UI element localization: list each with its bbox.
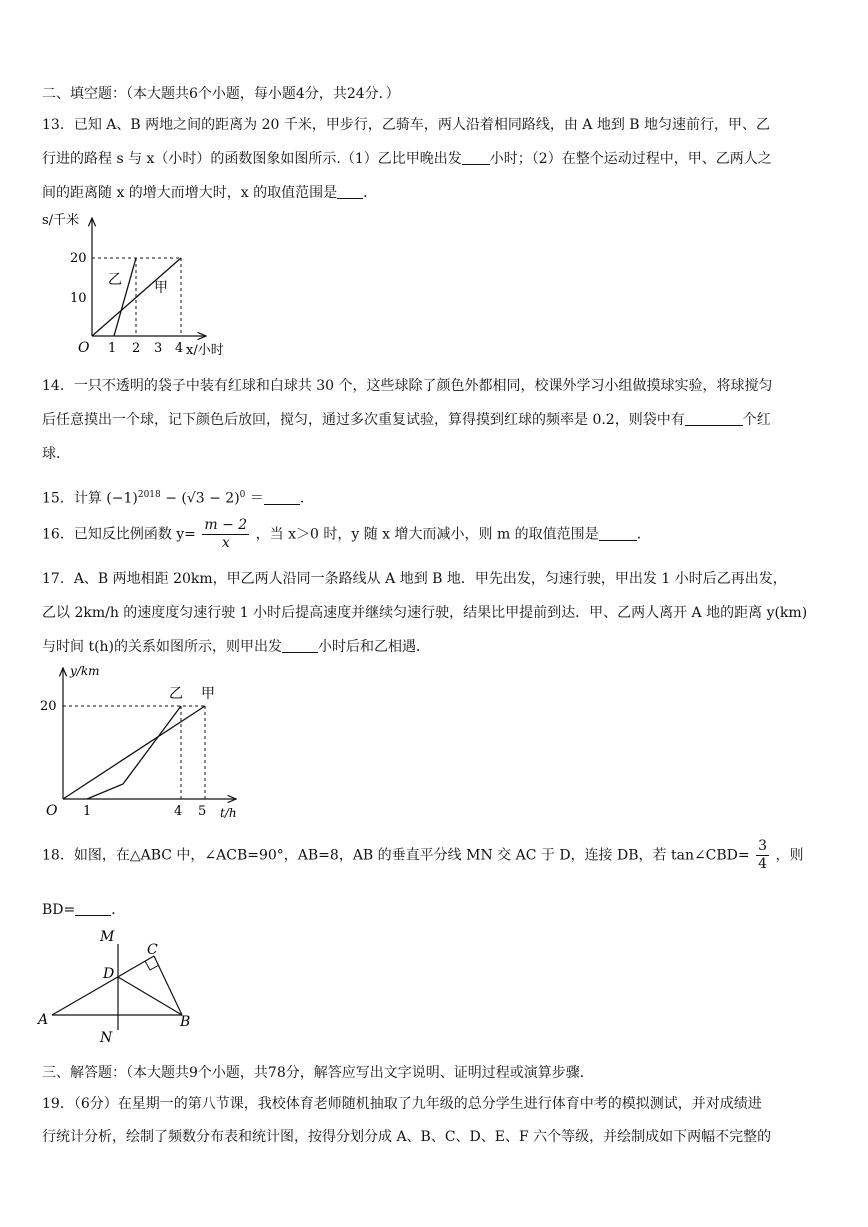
label-yi: 乙	[169, 686, 183, 702]
q18-figure	[36, 926, 196, 1054]
label-yi: 乙	[108, 272, 122, 288]
label-jia: 甲	[154, 280, 168, 296]
y-axis-label: y/km	[70, 664, 100, 678]
line-yi	[114, 258, 136, 336]
origin-label: O	[46, 803, 58, 819]
x-tick-label: 1	[108, 341, 117, 356]
q18-line1: 18．如图，在△ABC 中，∠ACB=90°，AB=8，AB 的垂直平分线 MN 交 AC 于 D，连接 DB，若 tan∠CBD= $\frac{3}{4}$ ，则	[42, 838, 804, 872]
q17-line2: 乙以 2km/h 的速度度匀速行驶 1 小时后提高速度并继续匀速行驶，结果比甲提前到达．甲、乙两人离开 A 地的距离 y(km)	[42, 605, 808, 621]
q15-line: 15．计算 $(-1)^{2018} - (√3 - 2)^0$ ＝ ．	[42, 490, 314, 507]
q13-graph	[40, 206, 250, 366]
answer-blank	[685, 411, 743, 426]
line-jia	[63, 706, 205, 799]
answer-blank	[75, 901, 111, 916]
section-heading: 二、填空题：（本大题共6个小题，每小题4分，共24分．）	[42, 86, 400, 102]
q14-line3: 球.	[42, 446, 61, 462]
section-heading: 三、解答题：（本大题共9个小题，共78分，解答应写出文字说明、证明过程或演算步骤．	[42, 1065, 594, 1081]
q13-line2: 行进的路程 s 与 x（小时）的函数图象如图所示.（1）乙比甲晚出发 小时；（2）在整个运动过程中，甲、乙两人之	[42, 151, 772, 167]
fraction: $\frac{3}{4}$	[758, 838, 768, 872]
q18-line2: BD= ．	[42, 902, 126, 918]
x-tick-label: 5	[198, 804, 207, 819]
answer-blank	[337, 184, 363, 199]
q13-line3: 间的距离随 x 的增大而增大时，x 的取值范围是 ．	[42, 185, 378, 201]
label-n: N	[100, 1030, 113, 1046]
label-d: D	[103, 966, 115, 982]
x-tick-label: 1	[83, 804, 92, 819]
q19-line1: 19．（6分）在星期一的第八节课，我校体育老师随机抽取了九年级的总分学生进行体育中考的模拟测试，并对成绩进	[42, 1096, 762, 1112]
q17-line3: 与时间 t(h)的关系如图所示，则甲出发 小时后和乙相遇．	[42, 639, 431, 655]
label-b: B	[180, 1014, 191, 1030]
label-a: A	[38, 1012, 49, 1028]
x-tick-label: 4	[175, 341, 184, 356]
q17-graph	[40, 660, 260, 825]
x-axis-label: t/h	[220, 806, 237, 820]
y-tick-label: 20	[40, 699, 57, 714]
q17-line1: 17．A、B 两地相距 20km，甲乙两人沿同一条路线从 A 地到 B 地．甲先出发，匀速行驶，甲出发 1 小时后乙再出发，	[42, 571, 787, 587]
answer-blank	[599, 526, 637, 541]
label-jia: 甲	[201, 686, 215, 702]
fraction: $\frac{m - 2}{x}$	[204, 517, 248, 551]
label-c: C	[147, 942, 158, 958]
x-axis-label: x/小时	[186, 343, 224, 358]
x-tick-label: 4	[174, 804, 183, 819]
q13-line1: 13．已知 A、B 两地之间的距离为 20 千米，甲步行，乙骑车，两人沿着相同路线，由 A 地到 B 地匀速前行，甲、乙	[42, 117, 771, 133]
label-m: M	[100, 929, 115, 945]
answer-blank	[282, 638, 318, 653]
origin-label: O	[78, 340, 90, 356]
segment-ac	[52, 956, 154, 1015]
q14-line1: 14．一只不透明的袋子中装有红球和白球共 30 个，这些球除了颜色外都相同，校课外学习小组做摸球实验，将球搅匀	[42, 378, 773, 394]
answer-blank	[264, 490, 300, 505]
q14-line2: 后任意摸出一个球，记下颜色后放回，搅匀，通过多次重复试验，算得摸到红球的频率是 0.2，则袋中有 个红	[42, 412, 771, 428]
y-axis-label: s/千米	[42, 213, 80, 228]
q19-line2: 行统计分析，绘制了频数分布表和统计图，按得分划分成 A、B、C、D、E、F 六个等级，并绘制成如下两幅不完整的	[42, 1129, 772, 1145]
answer-blank	[462, 150, 490, 165]
x-tick-label: 2	[132, 341, 141, 356]
y-tick-label: 20	[70, 251, 87, 266]
x-tick-label: 3	[154, 341, 163, 356]
q16-line: 16．已知反比例函数 y= $\frac{m - 2}{x}$ ，当 x＞0 时，y 随 x 增大而减小，则 m 的取值范围是 ．	[42, 517, 651, 551]
y-tick-label: 10	[70, 291, 87, 306]
